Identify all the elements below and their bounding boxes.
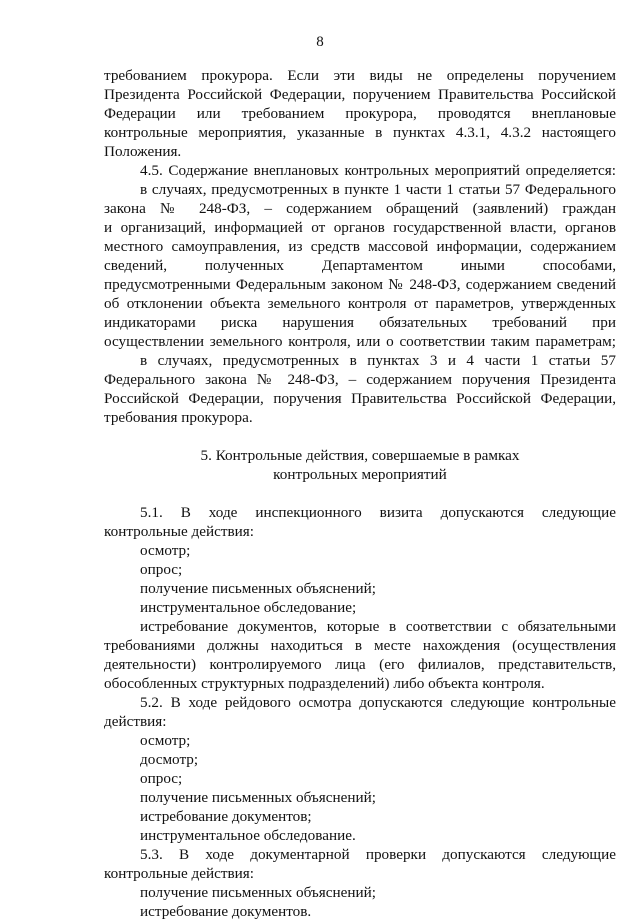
text-line: предусмотренными Федеральным законом № 248-ФЗ, содержанием сведений — [104, 276, 616, 293]
text-line: в случаях, предусмотренных в пунктах 3 и 4 части 1 статьи 57 — [140, 352, 616, 369]
text-line: сведений, полученных Департаментом иными способами, — [104, 257, 616, 274]
text-line: досмотр; — [140, 751, 199, 768]
text-line: истребование документов, которые в соответствии с обязательными — [140, 618, 616, 635]
text-line: индикаторами риска нарушения обязательных требований при — [104, 314, 616, 331]
text-line: 5.1. В ходе инспекционного визита допускаются следующие — [140, 504, 616, 521]
text-line: осмотр; — [140, 542, 191, 559]
text-line: истребование документов; — [140, 808, 312, 825]
section-heading-line: 5. Контрольные действия, совершаемые в рамках — [200, 447, 520, 464]
text-line: 5.3. В ходе документарной проверки допускаются следующие — [140, 846, 616, 863]
text-line — [104, 484, 616, 503]
text-line: деятельности) контролируемого лица (его филиалов, представительств, — [104, 656, 616, 673]
text-line: контрольные действия: — [104, 523, 254, 540]
text-line: инструментальное обследование. — [140, 827, 356, 844]
text-line: получение письменных объяснений; — [140, 789, 376, 806]
text-line: опрос; — [140, 561, 183, 578]
text-line: осмотр; — [140, 732, 191, 749]
text-line: получение письменных объяснений; — [140, 884, 376, 901]
text-line — [104, 427, 616, 446]
text-line: Президента Российской Федерации, поручением Правительства Российской — [104, 86, 616, 103]
document-body — [104, 66, 616, 921]
text-line: 4.5. Содержание внеплановых контрольных мероприятий определяется: — [140, 162, 616, 179]
text-line: действия: — [104, 713, 167, 730]
text-line: в случаях, предусмотренных в пункте 1 части 1 статьи 57 Федерального — [140, 181, 616, 198]
text-line: получение письменных объяснений; — [140, 580, 376, 597]
text-line: опрос; — [140, 770, 183, 787]
page-number: 8 — [316, 34, 324, 50]
text-line: контрольные мероприятия, указанные в пунктах 4.3.1, 4.3.2 настоящего — [104, 124, 616, 141]
text-line: местного самоуправления, из средств массовой информации, содержанием — [104, 238, 616, 255]
text-line: требования прокурора. — [104, 409, 253, 426]
text-line: и организаций, информацией от органов государственной власти, органов — [104, 219, 616, 236]
text-line: Положения. — [104, 143, 182, 160]
section-heading-line: контрольных мероприятий — [273, 466, 447, 483]
text-line: Российской Федерации, поручения Правительства Российской Федерации, — [104, 390, 616, 407]
text-line: истребование документов. — [140, 903, 312, 920]
text-line: требованием прокурора. Если эти виды не определены поручением — [104, 67, 616, 84]
text-line: Федерации или требованием прокурора, проводятся внеплановые — [104, 105, 616, 122]
text-line: закона № 248-ФЗ, – содержанием обращений (заявлений) граждан — [104, 200, 616, 217]
text-line: инструментальное обследование; — [140, 599, 357, 616]
text-line: обособленных структурных подразделений) либо объекта контроля. — [104, 675, 545, 692]
text-line: требованиями должны находиться в месте нахождения (осуществления — [104, 637, 616, 654]
text-line: контрольные действия: — [104, 865, 254, 882]
text-line: Федерального закона № 248-ФЗ, – содержанием поручения Президента — [104, 371, 616, 388]
text-line: осуществлении земельного контроля, или о соответствии таким параметрам; — [104, 333, 616, 350]
text-line: 5.2. В ходе рейдового осмотра допускаются следующие контрольные — [140, 694, 616, 711]
text-line: об отклонении объекта земельного контроля от параметров, утвержденных — [104, 295, 616, 312]
